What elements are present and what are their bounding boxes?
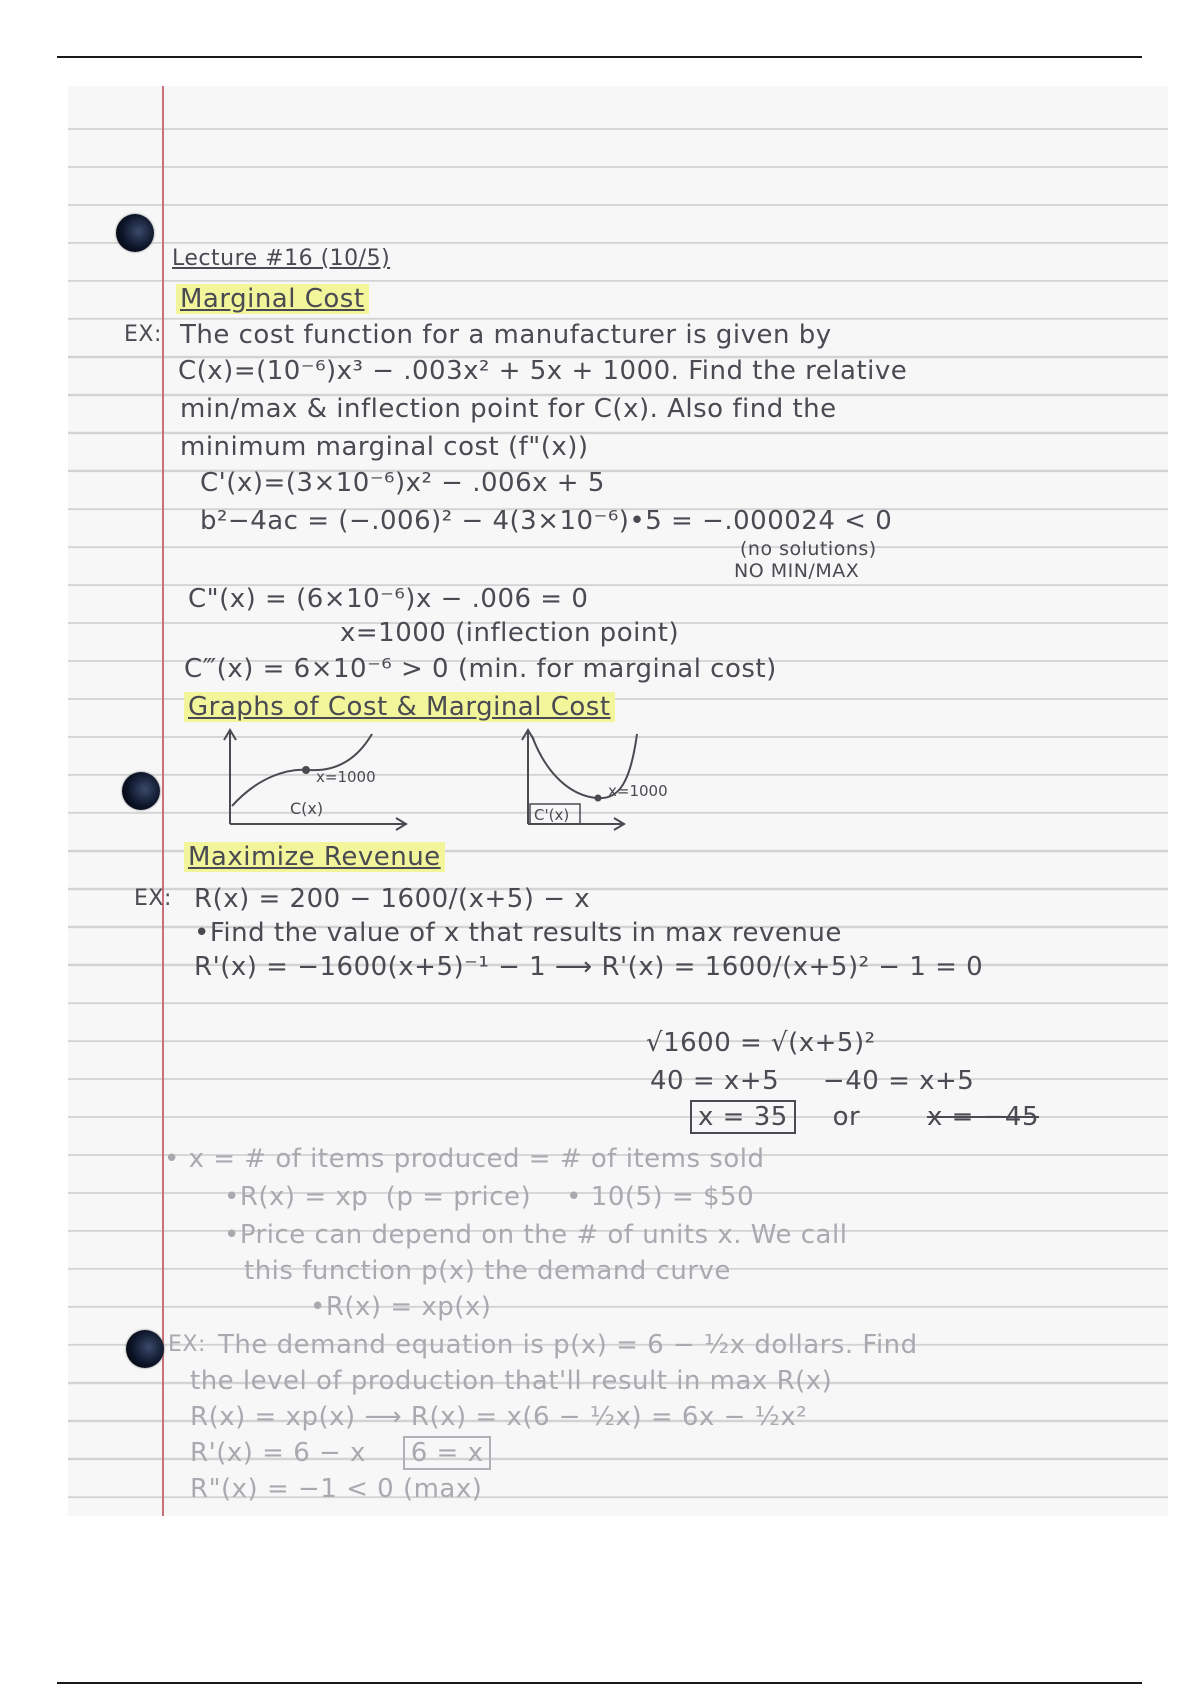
no-min-max: NO MIN/MAX (734, 560, 860, 582)
ex-label-2: EX: (134, 886, 172, 911)
marginal-cost-heading (176, 284, 369, 314)
ex-label-3: EX: (168, 1332, 206, 1357)
revenue-derivative: R'(x) = −1600(x+5)⁻¹ − 1 ⟶ R'(x) = 1600/(x+5)² − 1 = 0 (194, 952, 984, 982)
problem-line-3: min/max & inflection point for C(x). Also find the (180, 394, 837, 424)
maximize-revenue-heading (184, 842, 445, 872)
second-derivative: C"(x) = (6×10⁻⁶)x − .006 = 0 (188, 584, 589, 614)
cost-graph-x-axis (230, 818, 406, 830)
answer-row (690, 1102, 1039, 1132)
cost-graph (214, 726, 414, 834)
revenue-price-bullet: •R(x) = xp (p = price) • 10(5) = $50 (224, 1182, 755, 1212)
rejected-answer: x = −45 (926, 1102, 1040, 1132)
cost-curve-label: C(x) (290, 799, 324, 818)
binder-hole-top (116, 214, 154, 252)
revenue-answer-box: x = 35 (690, 1100, 796, 1134)
marginal-curve-label: C'(x) (534, 806, 570, 824)
problem-line-2: C(x)=(10⁻⁶)x³ − .003x² + 5x + 1000. Find the relative (178, 356, 908, 386)
discriminant: b²−4ac = (−.006)² − 4(3×10⁻⁶)•5 = −.000024 < 0 (200, 506, 893, 536)
problem-line-4: minimum marginal cost (f"(x)) (180, 432, 589, 462)
sqrt-step: √1600 = √(x+5)² (646, 1028, 876, 1058)
cost-point-label: x=1000 (316, 768, 376, 786)
marginal-cost-heading-text: Marginal Cost (176, 284, 369, 314)
demand-step-3: R"(x) = −1 < 0 (max) (190, 1474, 483, 1504)
items-bullet: • x = # of items produced = # of items sold (164, 1144, 765, 1174)
first-derivative: C'(x)=(3×10⁻⁶)x² − .006x + 5 (200, 468, 605, 498)
problem-line-1: The cost function for a manufacturer is given by (180, 320, 832, 350)
maximize-revenue-heading-text: Maximize Revenue (184, 842, 445, 872)
inflection-point: x=1000 (inflection point) (340, 618, 680, 648)
marginal-graph-y-axis (522, 730, 534, 824)
marginal-min-dot (595, 795, 602, 802)
solve-step: 40 = x+5 −40 = x+5 (650, 1066, 975, 1096)
demand-problem-b: the level of production that'll result in max R(x) (190, 1366, 833, 1396)
third-derivative: C‴(x) = 6×10⁻⁶ > 0 (min. for marginal cost) (184, 654, 777, 684)
revenue-function: R(x) = 200 − 1600/(x+5) − x (194, 884, 591, 914)
margin-line (162, 86, 164, 1516)
find-max-revenue: •Find the value of x that results in max revenue (194, 918, 842, 948)
cost-inflection-dot (302, 766, 310, 774)
demand-step-1: R(x) = xp(x) ⟶ R(x) = x(6 − ½x) = 6x − ½x² (190, 1402, 808, 1432)
demand-step-2-row (190, 1438, 491, 1468)
binder-hole-bottom (126, 1330, 164, 1368)
lecture-title: Lecture #16 (10/5) (172, 246, 391, 271)
marginal-point-label: x=1000 (608, 782, 668, 800)
price-demand-bullet-a: •Price can depend on the # of units x. We call (224, 1220, 848, 1250)
bottom-rule (57, 1682, 1142, 1684)
demand-answer-box: 6 = x (403, 1436, 492, 1470)
or-text: or (832, 1102, 861, 1132)
price-demand-bullet-b: this function p(x) the demand curve (244, 1256, 731, 1286)
graphs-heading-text: Graphs of Cost & Marginal Cost (184, 692, 615, 722)
binder-hole-middle (122, 772, 160, 810)
demand-problem-a: The demand equation is p(x) = 6 − ½x dollars. Find (218, 1330, 918, 1360)
marginal-cost-graph (512, 726, 712, 834)
ex-label-1: EX: (124, 322, 162, 347)
revenue-formula-bullet: •R(x) = xp(x) (310, 1292, 492, 1322)
graphs-heading (184, 692, 615, 722)
no-solutions: (no solutions) (740, 538, 877, 560)
cost-graph-y-axis (224, 730, 236, 824)
demand-step-2: R'(x) = 6 − x (190, 1438, 366, 1468)
top-rule (57, 56, 1142, 58)
